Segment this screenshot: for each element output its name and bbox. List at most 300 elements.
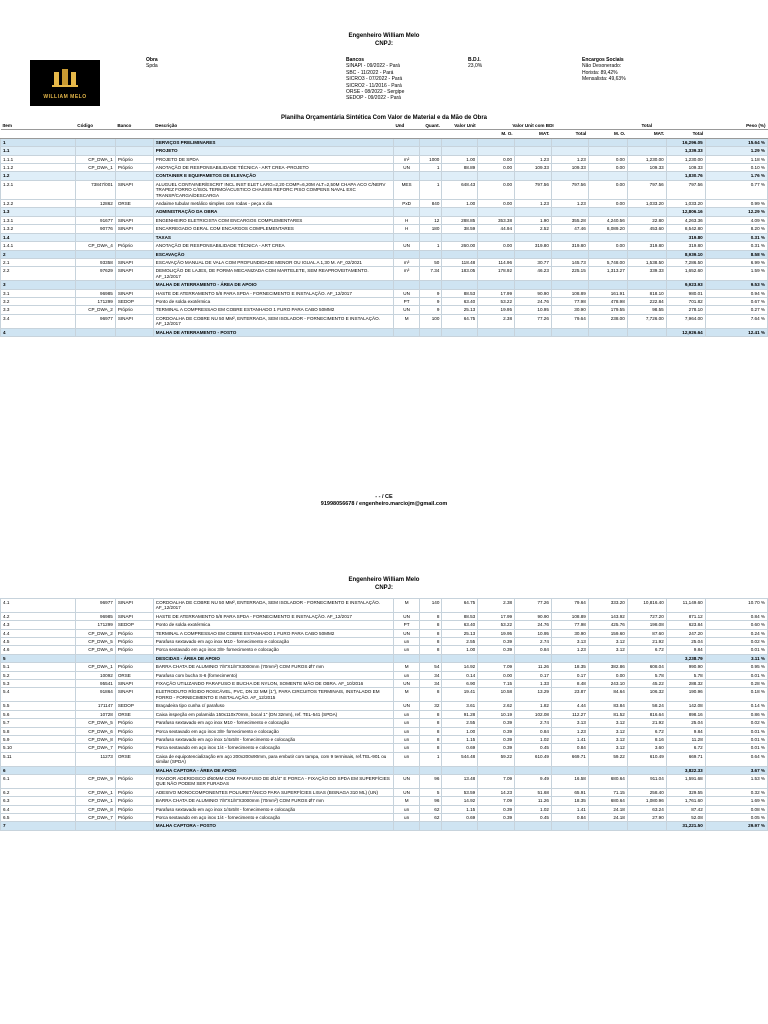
cell-vu: 648.43: [442, 180, 478, 199]
cell-tmat: 10,816.40: [627, 599, 666, 613]
cell-tmo: 680.64: [588, 774, 627, 788]
cell-item: 5.5: [1, 702, 76, 710]
cell-peso: 8.20 %: [705, 225, 767, 233]
cell-mat: [515, 138, 552, 146]
encargos-item: Mensalista: 49,63%: [582, 76, 626, 83]
cell-tmo: 0.00: [588, 200, 627, 208]
cell-vu: 63.40: [442, 621, 478, 629]
cell-tmo: [588, 328, 627, 336]
cell-cod: [75, 654, 115, 662]
cell-peso: 0.14 %: [705, 702, 767, 710]
banco-item: SEDOP - 09/2022 - Pará: [346, 95, 401, 102]
cell-und: [393, 250, 419, 258]
cell-vu: 1.15: [442, 805, 478, 813]
cell-und: [393, 138, 419, 146]
cell-cod: CP_DWA_1: [75, 155, 115, 163]
cell-item: 1.4.1: [1, 242, 76, 250]
cell-peso: 15.64 %: [705, 138, 767, 146]
cell-quant: 8: [420, 744, 442, 752]
cell-tmo: 0.00: [588, 180, 627, 199]
cell-banco: Próprio: [115, 638, 153, 646]
cell-banco: Próprio: [115, 735, 153, 743]
cell-cod: CP_DWA_1: [75, 164, 115, 172]
table-row: [1, 242, 768, 250]
cell-mo: 7.09: [478, 797, 515, 805]
cell-und: un: [393, 671, 419, 679]
page-footer: [0, 494, 768, 508]
cell-item: 4.3: [1, 621, 76, 629]
cell-total: 623.84: [666, 621, 705, 629]
cell-tmo: 24.18: [588, 805, 627, 813]
cell-cod: 11273: [75, 752, 115, 766]
cell-tu: 3.13: [551, 719, 588, 727]
budget-table-continued: [0, 598, 768, 831]
section-row: [1, 172, 768, 180]
cell-desc: Porca sextavado em aço inox 3/8- fornecimento e colocação: [153, 646, 393, 654]
cell-quant: 62: [420, 813, 442, 821]
table-row: [1, 180, 768, 199]
cell-tmo: 8,089.20: [588, 225, 627, 233]
budget-page-2: [0, 548, 768, 1024]
table-row: [1, 314, 768, 328]
cell-mo: 2.38: [478, 314, 515, 328]
cell-cod: CP_DWA_8: [75, 735, 115, 743]
cell-quant: 96: [420, 797, 442, 805]
cell-desc: DEMOLIÇÃO DE LAJES, DE FORMA MECANIZADA COM MARTELETE, SEM REAPROVEITAMENTO. AF_12/2017: [153, 267, 393, 281]
cell-tu: 0.84: [551, 744, 588, 752]
cell-tmat: 27.90: [627, 813, 666, 821]
cell-banco: ORSE: [115, 752, 153, 766]
cell-tmo: 0.00: [588, 242, 627, 250]
page-header: [0, 576, 768, 592]
cell-tmat: 198.08: [627, 621, 666, 629]
cell-tmo: 3.12: [588, 638, 627, 646]
cell-total: 7,286.50: [666, 258, 705, 266]
cell-peso: 1.53 %: [705, 774, 767, 788]
cell-item: 5.1: [1, 663, 76, 671]
cell-mat: 46.23: [515, 267, 552, 281]
cell-cod: 93358: [75, 258, 115, 266]
table-row: [1, 663, 768, 671]
cell-mat: 11.26: [515, 797, 552, 805]
cell-item: 1.2.2: [1, 200, 76, 208]
cell-total: 278.10: [666, 306, 705, 314]
cell-mo: 17.99: [478, 612, 515, 620]
cell-mo: [478, 654, 515, 662]
cell-tu: [551, 250, 588, 258]
cell-total: 1,230.00: [666, 155, 705, 163]
cell-banco: ORSE: [115, 200, 153, 208]
cell-quant: 1: [420, 164, 442, 172]
cell-quant: 9: [420, 289, 442, 297]
section-row: [1, 147, 768, 155]
col-quant: Quant.: [420, 122, 442, 130]
cnpj-label: CNPJ:: [374, 41, 393, 47]
cell-tmo: [588, 654, 627, 662]
cell-peso: 0.24 %: [705, 629, 767, 637]
cell-und: H: [393, 225, 419, 233]
cell-banco: Próprio: [115, 719, 153, 727]
cell-tu: 1.23: [551, 727, 588, 735]
cell-banco: [115, 328, 153, 336]
bdi-block: [468, 57, 482, 70]
cell-tmo: 161.91: [588, 289, 627, 297]
cell-quant: 140: [420, 599, 442, 613]
cell-quant: 1: [420, 752, 442, 766]
cell-quant: 8: [420, 688, 442, 702]
cell-mo: 59.22: [478, 752, 515, 766]
cell-item: 4.4: [1, 629, 76, 637]
section-row: [1, 233, 768, 241]
cell-mat: 51.68: [515, 788, 552, 796]
cell-tmo: 3.12: [588, 719, 627, 727]
table-row: [1, 216, 768, 224]
cell-tmo: 3.12: [588, 735, 627, 743]
cell-cod: CP_DWA_6: [75, 646, 115, 654]
cell-mo: 10.19: [478, 710, 515, 718]
table-row: [1, 710, 768, 718]
footer-location: - - / CE: [375, 494, 393, 500]
cell-banco: [115, 233, 153, 241]
cell-peso: 0.31 %: [705, 233, 767, 241]
cell-tu: 225.15: [551, 267, 588, 281]
cell-peso: 0.67 %: [705, 297, 767, 305]
cell-mo: 353.38: [478, 216, 515, 224]
cell-banco: SINAPI: [115, 289, 153, 297]
cell-mo: [478, 250, 515, 258]
cell-und: m³: [393, 267, 419, 281]
cell-und: UN: [393, 164, 419, 172]
cell-und: [393, 328, 419, 336]
cell-peso: 0.94 %: [705, 289, 767, 297]
cell-peso: 0.01 %: [705, 735, 767, 743]
cell-desc: Parafuso sextavado em aço inox M10 - fornecimento e colocação: [153, 638, 393, 646]
cell-mo: 14.23: [478, 788, 515, 796]
cell-quant: 100: [420, 314, 442, 328]
cell-item: 2.1: [1, 258, 76, 266]
cell-vu: 3.61: [442, 702, 478, 710]
bdi-value: 23,0%: [468, 63, 483, 70]
cell-tu: 0.84: [551, 813, 588, 821]
cell-total: 11.28: [666, 735, 705, 743]
cell-und: un: [393, 710, 419, 718]
cell-peso: 3.11 %: [705, 654, 767, 662]
cell-tmat: 816.64: [627, 710, 666, 718]
table-row: [1, 599, 768, 613]
cell-item: 5.8: [1, 727, 76, 735]
cell-tu: 16.58: [551, 774, 588, 788]
cell-quant: 8: [420, 710, 442, 718]
cell-cod: CP_DWA_8: [75, 805, 115, 813]
cell-total: 142.08: [666, 702, 705, 710]
cell-quant: 5: [420, 788, 442, 796]
cell-tu: 1.23: [551, 155, 588, 163]
cell-tu: 3.13: [551, 638, 588, 646]
cell-und: M: [393, 663, 419, 671]
cell-mat: 1.23: [515, 155, 552, 163]
cell-mo: 19.95: [478, 629, 515, 637]
cell-vu: 1.15: [442, 735, 478, 743]
cell-item: 6.1: [1, 774, 76, 788]
cell-vu: 1.00: [442, 200, 478, 208]
cell-quant: 12: [420, 216, 442, 224]
cell-cod: CP_DWA_9: [75, 774, 115, 788]
cell-tu: 1.23: [551, 200, 588, 208]
cell-total: 247.20: [666, 629, 705, 637]
section-row: [1, 822, 768, 830]
cell-banco: SINAPI: [115, 688, 153, 702]
cell-mat: 24.76: [515, 297, 552, 305]
cell-cod: 91677: [75, 216, 115, 224]
cell-total: 8,939.10: [666, 250, 705, 258]
cell-quant: 8: [420, 638, 442, 646]
cell-tu: [551, 654, 588, 662]
cell-cod: [75, 172, 115, 180]
cell-cod: 96985: [75, 289, 115, 297]
cell-desc: TAXAS: [153, 233, 393, 241]
cell-vu: 91.28: [442, 710, 478, 718]
cell-tu: [551, 172, 588, 180]
cell-peso: 0.08 %: [705, 805, 767, 813]
cell-tmo: 382.86: [588, 663, 627, 671]
cell-tmat: [627, 766, 666, 774]
col-valor-unit: Valor Unit: [442, 122, 478, 130]
cell-vu: [442, 138, 478, 146]
cell-mat: [515, 250, 552, 258]
cell-und: UN: [393, 306, 419, 314]
cell-tu: 4.44: [551, 702, 588, 710]
cell-peso: 7.64 %: [705, 314, 767, 328]
cell-und: un: [393, 646, 419, 654]
cell-desc: PROJETO DE SPDA: [153, 155, 393, 163]
cell-banco: [115, 172, 153, 180]
cell-item: 5.4: [1, 688, 76, 702]
cell-banco: [115, 138, 153, 146]
cell-quant: 8: [420, 629, 442, 637]
cell-und: MES: [393, 180, 419, 199]
cell-tu: 23.87: [551, 688, 588, 702]
cell-tu: [551, 147, 588, 155]
cell-banco: [115, 822, 153, 830]
cell-tmat: 1,538.50: [627, 258, 666, 266]
cell-mo: 0.00: [478, 671, 515, 679]
cell-peso: 0.01 %: [705, 646, 767, 654]
cell-mat: 2.74: [515, 719, 552, 727]
cell-vu: 1.00: [442, 727, 478, 735]
cell-desc: Parafuso sextavado em aço inox M10 - fornecimento e colocação: [153, 719, 393, 727]
banco-item: SICRO2 - 11/2016 - Pará: [346, 82, 402, 89]
table-row: [1, 752, 768, 766]
cell-quant: 62: [420, 805, 442, 813]
cell-tmat: 21.92: [627, 719, 666, 727]
cell-total: 669.71: [666, 752, 705, 766]
cell-vu: [442, 233, 478, 241]
table-row: [1, 258, 768, 266]
company-logo: [30, 60, 100, 106]
cell-mo: 53.22: [478, 297, 515, 305]
cell-total: 11,149.60: [666, 599, 705, 613]
cell-total: 109.33: [666, 164, 705, 172]
cell-tmo: [588, 281, 627, 289]
cell-tmo: [588, 138, 627, 146]
cell-tmo: 3.12: [588, 646, 627, 654]
cell-quant: 8: [420, 646, 442, 654]
cell-total: 980.01: [666, 289, 705, 297]
cell-item: 4.2: [1, 612, 76, 620]
cell-mo: [478, 233, 515, 241]
cell-banco: [115, 281, 153, 289]
cell-quant: 1: [420, 180, 442, 199]
cell-item: 3.3: [1, 306, 76, 314]
cell-mo: 0.39: [478, 813, 515, 821]
cell-desc: MALHA DE ATERRAMENTO - ÁREA DE APOIO: [153, 281, 393, 289]
cell-tmat: 87.60: [627, 629, 666, 637]
cell-tmo: [588, 233, 627, 241]
cell-mo: [478, 328, 515, 336]
cell-mo: 0.00: [478, 155, 515, 163]
cell-tmat: 45.22: [627, 680, 666, 688]
engineer-name: Engenheiro William Melo: [348, 33, 420, 39]
cell-tu: 79.64: [551, 599, 588, 613]
cell-tmo: 159.60: [588, 629, 627, 637]
col-peso: Peso (%): [705, 122, 767, 130]
cell-tu: [551, 281, 588, 289]
cell-mo: 0.39: [478, 805, 515, 813]
table-row: [1, 702, 768, 710]
cell-mat: [515, 654, 552, 662]
cell-desc: MALHA DE ATERRAMENTO - POSTO: [153, 328, 393, 336]
cell-vu: [442, 172, 478, 180]
cell-banco: Próprio: [115, 805, 153, 813]
table-row: [1, 289, 768, 297]
cell-item: 5.3: [1, 680, 76, 688]
cell-item: 1.3.2: [1, 225, 76, 233]
cell-mat: 77.26: [515, 314, 552, 328]
cell-tmo: 24.18: [588, 813, 627, 821]
cell-mat: 77.26: [515, 599, 552, 613]
cell-item: 1.2.1: [1, 180, 76, 199]
cell-und: m²: [393, 155, 419, 163]
cell-total: 190.96: [666, 688, 705, 702]
cell-quant: 1000: [420, 155, 442, 163]
cell-tmo: [588, 172, 627, 180]
cell-total: 871.12: [666, 612, 705, 620]
cell-vu: [442, 328, 478, 336]
cell-tu: 669.71: [551, 752, 588, 766]
cell-tu: [551, 138, 588, 146]
cell-item: 4: [1, 328, 76, 336]
cell-und: M: [393, 797, 419, 805]
cell-cod: 10728: [75, 710, 115, 718]
cell-total: 288.32: [666, 680, 705, 688]
cell-item: 4.5: [1, 638, 76, 646]
cell-cod: 90776: [75, 225, 115, 233]
cell-tu: [551, 208, 588, 216]
cell-banco: SEDOP: [115, 702, 153, 710]
cell-und: un: [393, 727, 419, 735]
cell-peso: 0.31 %: [705, 242, 767, 250]
section-row: [1, 138, 768, 146]
cell-tmo: [588, 766, 627, 774]
cell-banco: Próprio: [115, 306, 153, 314]
cell-tu: 18.35: [551, 663, 588, 671]
cell-cod: 97629: [75, 267, 115, 281]
cell-desc: Porca sextavado em aço inox 1/4 - fornecimento e colocação: [153, 744, 393, 752]
table-row: [1, 621, 768, 629]
section-row: [1, 328, 768, 336]
cell-tu: 355.28: [551, 216, 588, 224]
cell-banco: SINAPI: [115, 225, 153, 233]
cell-cod: [75, 250, 115, 258]
cell-banco: SINAPI: [115, 599, 153, 613]
cell-peso: 9.53 %: [705, 281, 767, 289]
cell-banco: SINAPI: [115, 180, 153, 199]
cell-quant: 8: [420, 621, 442, 629]
cell-tmat: 106.32: [627, 688, 666, 702]
cell-cod: 10092: [75, 671, 115, 679]
cell-peso: 8.58 %: [705, 250, 767, 258]
cell-cod: 171299: [75, 621, 115, 629]
cell-banco: ORSE: [115, 710, 153, 718]
cell-mat: 2.52: [515, 225, 552, 233]
cell-mo: 7.09: [478, 663, 515, 671]
cell-tmat: [627, 147, 666, 155]
cell-peso: 1.18 %: [705, 155, 767, 163]
cell-tu: [551, 822, 588, 830]
cell-banco: Próprio: [115, 629, 153, 637]
cell-mo: 0.00: [478, 242, 515, 250]
cell-peso: 0.60 %: [705, 621, 767, 629]
cell-und: PT: [393, 621, 419, 629]
cell-mat: 24.76: [515, 621, 552, 629]
cell-quant: 50: [420, 258, 442, 266]
cell-vu: [442, 281, 478, 289]
cell-tmat: 1,080.96: [627, 797, 666, 805]
cell-mat: 1.23: [515, 200, 552, 208]
cell-mo: 0.39: [478, 744, 515, 752]
cell-desc: Parafuso com bucha S-6 (fornecimento): [153, 671, 393, 679]
cell-peso: 0.18 %: [705, 688, 767, 702]
obra-value: Spda: [146, 63, 158, 70]
cell-tu: 108.89: [551, 289, 588, 297]
cell-desc: Porca sextavado em aço inox 1/4 - fornecimento e colocação: [153, 813, 393, 821]
cell-total: 12,926.64: [666, 328, 705, 336]
table-row: [1, 164, 768, 172]
table-row: [1, 297, 768, 305]
cell-tmat: 608.04: [627, 663, 666, 671]
cell-mo: 17.99: [478, 289, 515, 297]
cell-cod: CP_DWA_7: [75, 813, 115, 821]
cell-und: [393, 172, 419, 180]
cell-quant: [420, 208, 442, 216]
cell-mat: 319.80: [515, 242, 552, 250]
cell-quant: 34: [420, 671, 442, 679]
cell-tmat: 109.33: [627, 164, 666, 172]
cell-tmat: [627, 822, 666, 830]
cell-mo: 0.39: [478, 735, 515, 743]
cell-item: 1.1.2: [1, 164, 76, 172]
col-codigo: Código: [75, 122, 115, 130]
cell-desc: DESCIDAS - ÁREA DE APOIO: [153, 654, 393, 662]
cell-tu: 1.41: [551, 805, 588, 813]
cell-desc: ANOTAÇÃO DE RESPONSABILIDADE TÉCNICA - ART CREA -PROJETO: [153, 164, 393, 172]
cell-tmat: 21.92: [627, 638, 666, 646]
table-row: [1, 680, 768, 688]
cell-banco: Próprio: [115, 242, 153, 250]
cell-und: un: [393, 805, 419, 813]
cell-desc: Ponto de solda exotérmica: [153, 621, 393, 629]
cell-und: [393, 766, 419, 774]
